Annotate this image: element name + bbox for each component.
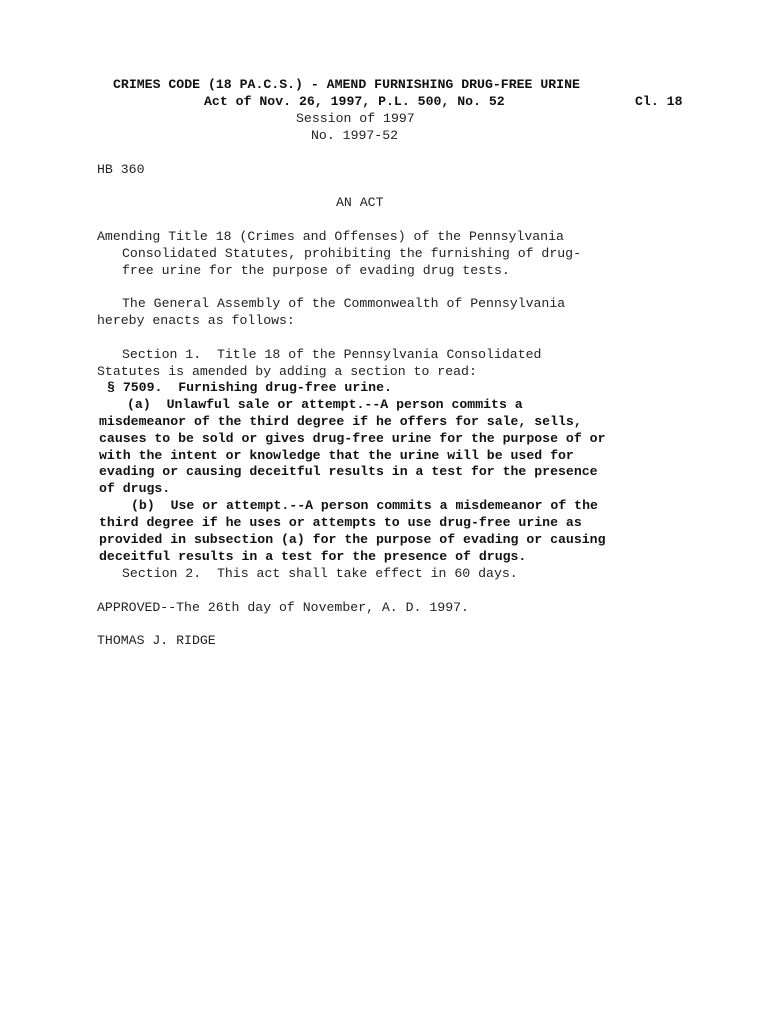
class-label: Cl. 18: [635, 94, 683, 109]
enactment-line: hereby enacts as follows:: [97, 313, 295, 328]
act-heading: AN ACT: [336, 195, 384, 210]
preamble-line: free urine for the purpose of evading drug tests.: [122, 263, 510, 278]
document-title: CRIMES CODE (18 PA.C.S.) - AMEND FURNISHING DRUG-FREE URINE: [113, 77, 580, 92]
subsection-a-line: with the intent or knowledge that the urine will be used for: [99, 448, 574, 463]
subsection-a-line: of drugs.: [99, 481, 171, 496]
enactment-line: The General Assembly of the Commonwealth of Pennsylvania: [122, 296, 566, 311]
preamble-line: Amending Title 18 (Crimes and Offenses) of the Pennsylvania: [97, 229, 564, 244]
subsection-b-line: (b) Use or attempt.--A person commits a misdemeanor of the: [131, 498, 598, 513]
approval-line: APPROVED--The 26th day of November, A. D. 1997.: [97, 600, 469, 615]
section-1-line: Section 1. Title 18 of the Pennsylvania Consolidated: [122, 347, 542, 362]
act-citation: Act of Nov. 26, 1997, P.L. 500, No. 52: [204, 94, 505, 109]
statute-heading: § 7509. Furnishing drug-free urine.: [107, 380, 392, 395]
act-number: No. 1997-52: [311, 128, 399, 143]
section-2-line: Section 2. This act shall take effect in 60 days.: [122, 566, 518, 581]
bill-number: HB 360: [97, 162, 145, 177]
subsection-b-line: provided in subsection (a) for the purpose of evading or causing: [99, 532, 606, 547]
signature-name: THOMAS J. RIDGE: [97, 633, 216, 648]
subsection-a-line: misdemeanor of the third degree if he offers for sale, sells,: [99, 414, 582, 429]
preamble-line: Consolidated Statutes, prohibiting the furnishing of drug-: [122, 246, 581, 261]
subsection-a-line: causes to be sold or gives drug-free urine for the purpose of or: [99, 431, 606, 446]
subsection-a-line: evading or causing deceitful results in a test for the presence: [99, 464, 598, 479]
subsection-b-line: third degree if he uses or attempts to use drug-free urine as: [99, 515, 582, 530]
section-1-line: Statutes is amended by adding a section to read:: [97, 364, 477, 379]
subsection-b-line: deceitful results in a test for the presence of drugs.: [99, 549, 527, 564]
session-label: Session of 1997: [296, 111, 415, 126]
subsection-a-line: (a) Unlawful sale or attempt.--A person commits a: [127, 397, 523, 412]
